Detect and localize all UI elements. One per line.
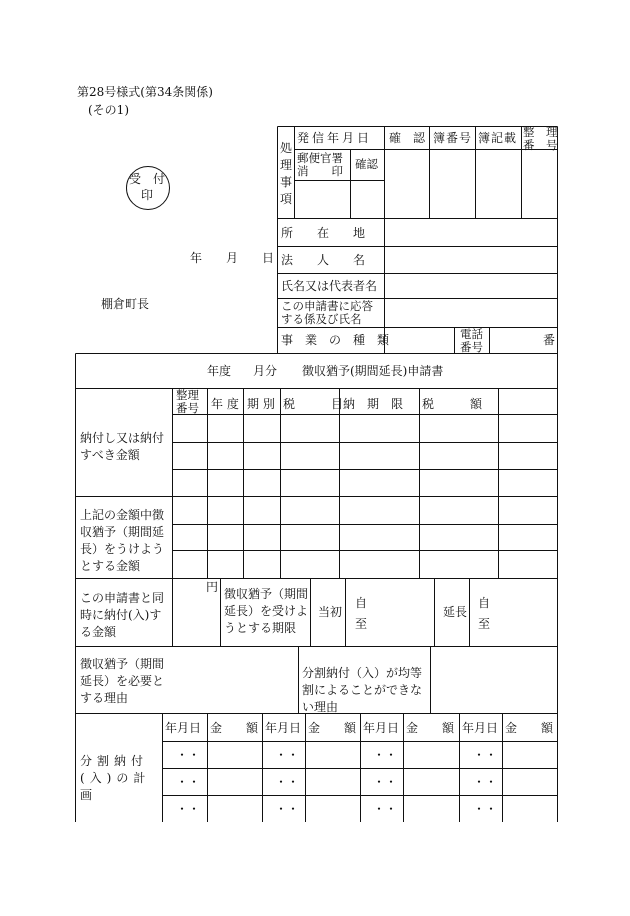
send-date-header: 発信年月日 (297, 131, 373, 145)
extension-to: 至 (478, 617, 491, 631)
phone-suffix: 番 (543, 333, 556, 347)
title-name: 徴収猶予(期間延長)申請書 (302, 364, 444, 378)
plan-date-header-4: 年月日 (462, 721, 499, 735)
ref-number-header: 整 理 番 号 (523, 125, 558, 152)
extension-from: 自 (478, 596, 491, 610)
plan-dots: ・・ (275, 748, 300, 762)
postmark-header: 郵便官署 消 印 (297, 151, 343, 178)
book-number-header: 簿番号 (433, 131, 473, 145)
installment-reason-label: 分割納付（入）が均等割によることができない理由 (302, 666, 423, 714)
plan-amount-header-4: 金 額 (505, 721, 554, 735)
plan-label: 分割納付(入)の計画 (80, 754, 151, 802)
phone-label: 電話 番号 (460, 327, 483, 354)
yen-unit: 円 (206, 580, 219, 594)
plan-amount-header-1: 金 額 (210, 721, 259, 735)
date-line: 年 月 日 (190, 251, 275, 265)
plan-dots: ・・ (373, 775, 398, 789)
plan-dots: ・・ (373, 748, 398, 762)
grace-period-label: 徴収猶予（期間延長）を受けようとする期限 (224, 587, 309, 635)
section-payable: 納付し又は納付すべき金額 (80, 431, 165, 462)
tax-header-item: 税 目 (283, 397, 344, 411)
confirm2-header: 確認 (355, 157, 378, 171)
initial-label: 当初 (318, 605, 343, 619)
confirm-header: 確 認 (389, 131, 426, 145)
simultaneous-payment-label: この申請書と同時に納付(入)する金額 (80, 591, 165, 639)
book-entry-header: 簿記載 (478, 131, 518, 145)
representative-label: 氏名又は代表者名 (281, 279, 378, 293)
stamp-line1: 受 付 (129, 172, 166, 186)
plan-date-header-2: 年月日 (265, 721, 302, 735)
form-part: (その1) (88, 103, 129, 117)
initial-to: 至 (355, 617, 368, 631)
plan-dots: ・・ (373, 802, 398, 816)
plan-dots: ・・ (473, 775, 498, 789)
business-type-label: 事 業 の 種 類 (281, 333, 390, 347)
title-year: 年度 (207, 364, 232, 378)
stamp-line2: 印 (140, 188, 153, 202)
tax-header-amount: 税 額 (422, 397, 483, 411)
necessity-reason-label: 徴収猶予（期間延長）を必要とする理由 (80, 657, 165, 705)
tax-header-deadline: 納 期 限 (343, 397, 404, 411)
corporation-label: 法 人 名 (281, 253, 366, 267)
plan-dots: ・・ (176, 802, 201, 816)
plan-dots: ・・ (176, 748, 201, 762)
extension-label: 延長 (443, 605, 468, 619)
processing-label: 処理事項 (280, 141, 293, 206)
plan-date-header-3: 年月日 (363, 721, 400, 735)
plan-dots: ・・ (275, 802, 300, 816)
initial-from: 自 (355, 596, 368, 610)
tax-header-period: 期 別 (247, 397, 275, 411)
tax-header-year: 年 度 (211, 397, 239, 411)
addressee: 棚倉町長 (101, 297, 150, 311)
title-month: 月分 (253, 364, 278, 378)
plan-dots: ・・ (473, 748, 498, 762)
tax-header-ref: 整理 番号 (176, 388, 199, 415)
section-grace: 上記の金額中徴収猶予（期間延長）をうけようとする金額 (80, 508, 165, 573)
plan-amount-header-2: 金 額 (308, 721, 357, 735)
plan-dots: ・・ (176, 775, 201, 789)
plan-dots: ・・ (275, 775, 300, 789)
address-label: 所 在 地 (281, 226, 366, 240)
plan-amount-header-3: 金 額 (406, 721, 455, 735)
plan-dots: ・・ (473, 802, 498, 816)
form-id: 第28号様式(第34条関係) (77, 85, 213, 99)
contact-person-label: この申請書に応答する係及び氏名 (281, 299, 373, 326)
plan-date-header-1: 年月日 (165, 721, 202, 735)
